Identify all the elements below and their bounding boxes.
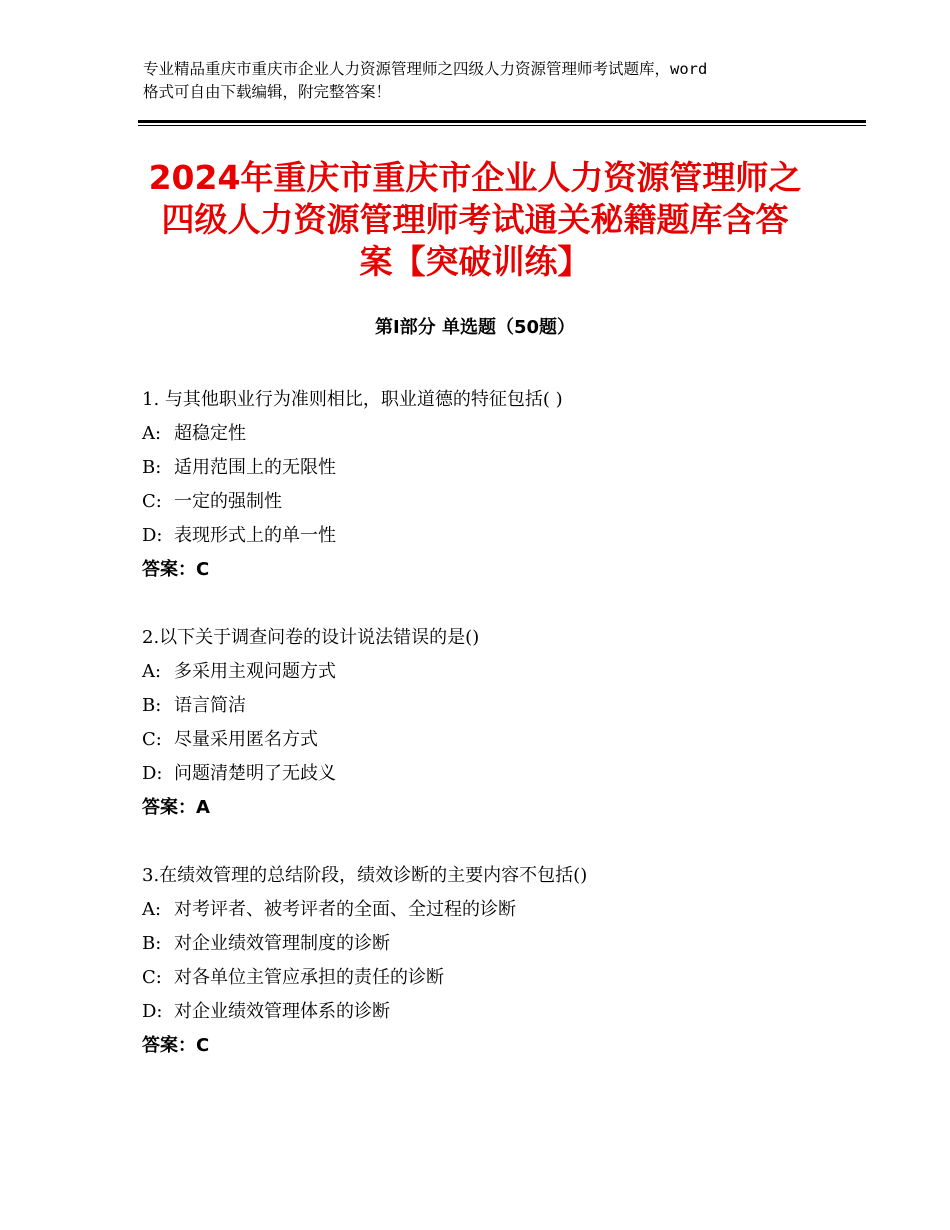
option-key: D: — [142, 763, 163, 784]
option-key: B: — [142, 933, 162, 954]
option-key: D: — [142, 525, 163, 546]
question-stem: 1. 与其他职业行为准则相比，职业道德的特征包括( ) — [142, 389, 563, 410]
header-divider-thin — [138, 125, 866, 126]
question-item — [142, 383, 842, 587]
option-text: 适用范围上的无限性 — [174, 457, 336, 478]
answer: 答案：C — [142, 559, 210, 580]
option-text: 语言简洁 — [174, 695, 246, 716]
option-text: 一定的强制性 — [174, 491, 282, 512]
option-text: 对考评者、被考评者的全面、全过程的诊断 — [174, 899, 516, 920]
document-title — [140, 157, 810, 283]
answer: 答案：A — [142, 797, 210, 818]
title-line-1: 2024年重庆市重庆市企业人力资源管理师之 — [148, 158, 802, 197]
option-text: 对各单位主管应承担的责任的诊断 — [174, 967, 444, 988]
option-text: 对企业绩效管理体系的诊断 — [174, 1001, 390, 1022]
option-a — [142, 655, 842, 689]
question-stem: 2.以下关于调查问卷的设计说法错误的是() — [142, 627, 480, 648]
option-key: D: — [142, 1001, 163, 1022]
option-key: B: — [142, 457, 162, 478]
title-line-3: 案【突破训练】 — [359, 242, 591, 281]
header-note-line-1: 专业精品重庆市重庆市企业人力资源管理师之四级人力资源管理师考试题库，word — [143, 60, 708, 78]
option-c — [142, 485, 842, 519]
question-list — [142, 383, 842, 1097]
title-line-2: 四级人力资源管理师考试通关秘籍题库含答 — [161, 200, 789, 239]
option-d — [142, 995, 842, 1029]
option-c — [142, 723, 842, 757]
option-key: C: — [142, 491, 162, 512]
option-c — [142, 961, 842, 995]
option-key: C: — [142, 967, 162, 988]
option-b — [142, 451, 842, 485]
option-text: 对企业绩效管理制度的诊断 — [174, 933, 390, 954]
option-a — [142, 417, 842, 451]
question-item — [142, 859, 842, 1063]
option-d — [142, 519, 842, 553]
option-a — [142, 893, 842, 927]
option-text: 尽量采用匿名方式 — [174, 729, 318, 750]
header-note-line-2: 格式可自由下载编辑，附完整答案！ — [143, 83, 392, 101]
option-key: B: — [142, 695, 162, 716]
answer: 答案：C — [142, 1035, 210, 1056]
option-text: 问题清楚明了无歧义 — [174, 763, 336, 784]
option-text: 多采用主观问题方式 — [174, 661, 336, 682]
option-key: A: — [142, 899, 162, 920]
section-heading: 第Ⅰ部分 单选题（50题） — [374, 317, 575, 338]
option-b — [142, 689, 842, 723]
option-d — [142, 757, 842, 791]
header-divider-thick — [138, 120, 866, 123]
option-key: A: — [142, 423, 162, 444]
option-b — [142, 927, 842, 961]
question-stem: 3.在绩效管理的总结阶段，绩效诊断的主要内容不包括() — [142, 865, 588, 886]
option-key: A: — [142, 661, 162, 682]
option-key: C: — [142, 729, 162, 750]
option-text: 超稳定性 — [174, 423, 246, 444]
question-item — [142, 621, 842, 825]
header-note — [143, 58, 823, 104]
option-text: 表现形式上的单一性 — [174, 525, 336, 546]
